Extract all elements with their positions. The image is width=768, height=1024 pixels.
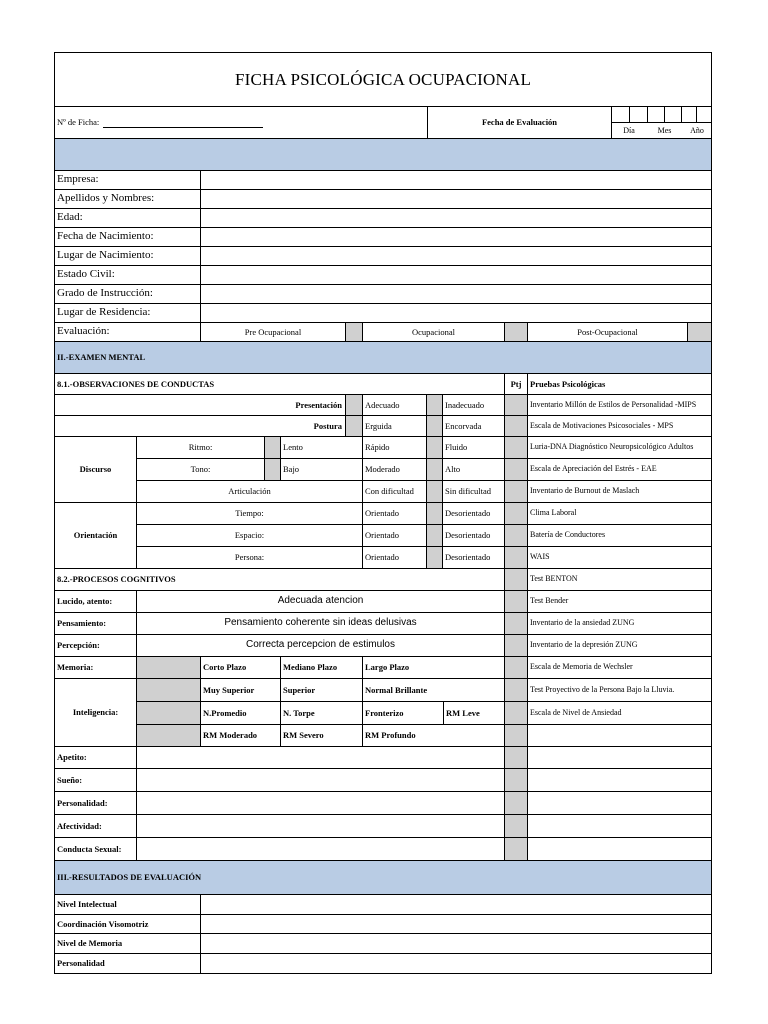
post-ocupacional-checkbox[interactable]: [687, 322, 712, 342]
personalidad-field[interactable]: [136, 791, 505, 815]
ptj-presentacion[interactable]: [504, 394, 528, 416]
rapido-checkbox[interactable]: [426, 436, 443, 459]
section-2-header: II.-EXAMEN MENTAL: [54, 341, 712, 374]
nivel-memoria-field[interactable]: [200, 933, 712, 954]
n-torpe-option[interactable]: N. Torpe: [280, 701, 363, 725]
fecha-nacimiento-label: Fecha de Nacimiento:: [54, 227, 201, 247]
ptj-header: Ptj: [504, 373, 528, 395]
percepcion-label: Percepción:: [54, 634, 137, 657]
mediano-plazo-option[interactable]: Mediano Plazo: [280, 656, 363, 679]
inteligencia-gray-1[interactable]: [136, 678, 201, 702]
moderado-checkbox[interactable]: [426, 458, 443, 481]
prueba-6: Clima Laboral: [527, 502, 712, 525]
sueno-field[interactable]: [136, 768, 505, 792]
rm-severo-option[interactable]: RM Severo: [280, 724, 363, 747]
ptj-apetito[interactable]: [504, 746, 528, 769]
form-title: FICHA PSICOLÓGICA OCUPACIONAL: [54, 52, 712, 107]
ocupacional-checkbox[interactable]: [504, 322, 528, 342]
personalidad-result-field[interactable]: [200, 953, 712, 974]
ptj-inteligencia-1[interactable]: [504, 678, 528, 702]
prueba-1: Inventario Millón de Estilos de Personalidad -MIPS: [527, 394, 712, 416]
lucido-value[interactable]: Adecuada atencion: [136, 590, 505, 613]
prueba-4: Escala de Apreciación del Estrés - EAE: [527, 458, 712, 481]
afectividad-label: Afectividad:: [54, 814, 137, 838]
prueba-empty-6[interactable]: [527, 837, 712, 861]
prueba-empty-5[interactable]: [527, 814, 712, 838]
empresa-label: Empresa:: [54, 170, 201, 190]
anio-label: Año: [690, 125, 704, 135]
prueba-13: Escala de Memoria de Wechsler: [527, 656, 712, 679]
pre-ocupacional-checkbox[interactable]: [345, 322, 363, 342]
ptj-ritmo[interactable]: [504, 436, 528, 459]
superior-option[interactable]: Superior: [280, 678, 363, 702]
presentacion-label: Presentación: [54, 394, 346, 416]
prueba-7: Batería de Conductores: [527, 524, 712, 547]
edad-label: Edad:: [54, 208, 201, 228]
ptj-conducta-sexual[interactable]: [504, 837, 528, 861]
lugar-nacimiento-field[interactable]: [200, 246, 712, 266]
moderado-option[interactable]: Moderado: [362, 458, 427, 481]
evaluacion-label: Evaluación:: [54, 322, 201, 342]
memoria-label: Memoria:: [54, 656, 137, 679]
ptj-espacio[interactable]: [504, 524, 528, 547]
persona-label: Persona:: [136, 546, 363, 569]
prueba-12: Inventario de la depresión ZUNG: [527, 634, 712, 657]
prueba-3: Luria-DNA Diagnóstico Neuropsicológico Adultos: [527, 436, 712, 459]
inteligencia-label: Inteligencia:: [54, 678, 137, 747]
grado-instruccion-label: Grado de Instrucción:: [54, 284, 201, 304]
rm-leve-option[interactable]: RM Leve: [443, 701, 505, 725]
orientacion-label: Orientación: [54, 502, 137, 569]
nivel-memoria-label: Nivel de Memoria: [54, 933, 201, 954]
lugar-residencia-field[interactable]: [200, 303, 712, 323]
percepcion-value[interactable]: Correcta percepcion de estimulos: [136, 634, 505, 657]
inteligencia-gray-3[interactable]: [136, 724, 201, 747]
psychological-form: [54, 52, 712, 974]
edad-field[interactable]: [200, 208, 712, 228]
ritmo-label: Ritmo:: [136, 436, 265, 459]
ptj-lucido[interactable]: [504, 590, 528, 613]
ptj-pensamiento[interactable]: [504, 612, 528, 635]
grado-instruccion-field[interactable]: [200, 284, 712, 304]
fronterizo-option[interactable]: Fronterizo: [362, 701, 444, 725]
section-1-band: [54, 138, 712, 171]
rm-moderado-option[interactable]: RM Moderado: [200, 724, 281, 747]
ptj-tono[interactable]: [504, 458, 528, 481]
sin-dificultad-option[interactable]: Sin dificultad: [442, 480, 505, 503]
normal-brillante-option[interactable]: Normal Brillante: [362, 678, 505, 702]
persona-desorientado[interactable]: Desorientado: [442, 546, 505, 569]
adecuado-checkbox[interactable]: [426, 394, 443, 416]
erguida-option[interactable]: Erguida: [362, 415, 427, 437]
discurso-label: Discurso: [54, 436, 137, 503]
rm-profundo-option[interactable]: RM Profundo: [362, 724, 505, 747]
ficha-label: Nº de Ficha:: [57, 117, 100, 128]
tiempo-orientado[interactable]: Orientado: [362, 502, 427, 525]
coordinacion-field[interactable]: [200, 914, 712, 934]
con-dificultad-option[interactable]: Con dificultad: [362, 480, 427, 503]
prueba-11: Inventario de la ansiedad ZUNG: [527, 612, 712, 635]
inadecuado-option[interactable]: Inadecuado: [442, 394, 505, 416]
afectividad-field[interactable]: [136, 814, 505, 838]
tiempo-desorientado[interactable]: Desorientado: [442, 502, 505, 525]
espacio-orientado[interactable]: Orientado: [362, 524, 427, 547]
lugar-residencia-label: Lugar de Residencia:: [54, 303, 201, 323]
prueba-8: WAIS: [527, 546, 712, 569]
conducta-sexual-label: Conducta Sexual:: [54, 837, 137, 861]
postura-label: Postura: [54, 415, 346, 437]
prueba-empty-3[interactable]: [527, 768, 712, 792]
prueba-empty-4[interactable]: [527, 791, 712, 815]
month-box-2[interactable]: [664, 106, 682, 123]
ptj-tiempo[interactable]: [504, 502, 528, 525]
post-ocupacional-label: Post-Ocupacional: [527, 322, 688, 342]
prueba-empty-1[interactable]: [527, 724, 712, 747]
ptj-persona[interactable]: [504, 546, 528, 569]
ptj-inteligencia-2[interactable]: [504, 701, 528, 725]
prueba-14: Test Proyectivo de la Persona Bajo la Lluvia.: [527, 678, 712, 702]
fluido-option[interactable]: Fluido: [442, 436, 505, 459]
mes-label: Mes: [657, 125, 672, 135]
month-box-1[interactable]: [647, 106, 665, 123]
dia-label: Día: [623, 125, 635, 135]
apetito-field[interactable]: [136, 746, 505, 769]
espacio-label: Espacio:: [136, 524, 363, 547]
ficha-underline: [103, 118, 263, 128]
procesos-title: 8.2.-PROCESOS COGNITIVOS: [54, 568, 505, 591]
ptj-procesos[interactable]: [504, 568, 528, 591]
year-box-2[interactable]: [696, 106, 712, 123]
ficha-number-field[interactable]: [54, 106, 428, 139]
apetito-label: Apetito:: [54, 746, 137, 769]
lento-option[interactable]: Lento: [280, 436, 363, 459]
conducta-sexual-field[interactable]: [136, 837, 505, 861]
muy-superior-option[interactable]: Muy Superior: [200, 678, 281, 702]
section-3-header: III.-RESULTADOS DE EVALUACIÓN: [54, 860, 712, 895]
corto-plazo-option[interactable]: Corto Plazo: [200, 656, 281, 679]
rapido-option[interactable]: Rápido: [362, 436, 427, 459]
persona-orientado[interactable]: Orientado: [362, 546, 427, 569]
largo-plazo-option[interactable]: Largo Plazo: [362, 656, 505, 679]
memoria-gray-cell[interactable]: [136, 656, 201, 679]
prueba-empty-2[interactable]: [527, 746, 712, 769]
day-box-2[interactable]: [629, 106, 648, 123]
year-box-1[interactable]: [681, 106, 697, 123]
nivel-intelectual-field[interactable]: [200, 894, 712, 915]
fecha-nacimiento-field[interactable]: [200, 227, 712, 247]
tiempo-label: Tiempo:: [136, 502, 363, 525]
pensamiento-label: Pensamiento:: [54, 612, 137, 635]
pre-ocupacional-label: Pre Ocupacional: [200, 322, 346, 342]
n-promedio-option[interactable]: N.Promedio: [200, 701, 281, 725]
bajo-option[interactable]: Bajo: [280, 458, 363, 481]
estado-civil-label: Estado Civil:: [54, 265, 201, 285]
postura-checkbox[interactable]: [345, 415, 363, 437]
empresa-field[interactable]: [200, 170, 712, 190]
day-box-1[interactable]: [611, 106, 630, 123]
prueba-5: Inventario de Burnout de Maslach: [527, 480, 712, 503]
espacio-desorientado[interactable]: Desorientado: [442, 524, 505, 547]
ptj-personalidad[interactable]: [504, 791, 528, 815]
pruebas-header: Pruebas Psicológicas: [527, 373, 712, 395]
personalidad-label: Personalidad:: [54, 791, 137, 815]
sueno-label: Sueño:: [54, 768, 137, 792]
ptj-memoria[interactable]: [504, 656, 528, 679]
fecha-evaluacion-label: Fecha de Evaluación: [427, 106, 612, 139]
tiempo-checkbox[interactable]: [426, 502, 443, 525]
apellidos-field[interactable]: [200, 189, 712, 209]
encorvada-option[interactable]: Encorvada: [442, 415, 505, 437]
prueba-10: Test Bender: [527, 590, 712, 613]
prueba-9: Test BENTON: [527, 568, 712, 591]
alto-option[interactable]: Alto: [442, 458, 505, 481]
ptj-inteligencia-3[interactable]: [504, 724, 528, 747]
personalidad-result-label: Personalidad: [54, 953, 201, 974]
ptj-postura[interactable]: [504, 415, 528, 437]
lucido-label: Lucido, atento:: [54, 590, 137, 613]
prueba-2: Escala de Motivaciones Psicosociales - MPS: [527, 415, 712, 437]
persona-checkbox[interactable]: [426, 546, 443, 569]
ptj-articulacion[interactable]: [504, 480, 528, 503]
pensamiento-value[interactable]: Pensamiento coherente sin ideas delusivas: [136, 612, 505, 635]
con-dificultad-checkbox[interactable]: [426, 480, 443, 503]
observaciones-title: 8.1.-OBSERVACIONES DE CONDUCTAS: [54, 373, 505, 395]
ptj-afectividad[interactable]: [504, 814, 528, 838]
erguida-checkbox[interactable]: [426, 415, 443, 437]
presentacion-checkbox[interactable]: [345, 394, 363, 416]
lugar-nacimiento-label: Lugar de Nacimiento:: [54, 246, 201, 266]
ocupacional-label: Ocupacional: [362, 322, 505, 342]
apellidos-label: Apellidos y Nombres:: [54, 189, 201, 209]
articulacion-label: Articulación: [136, 480, 363, 503]
espacio-checkbox[interactable]: [426, 524, 443, 547]
prueba-15: Escala de Nivel de Ansiedad: [527, 701, 712, 725]
tono-checkbox[interactable]: [264, 458, 281, 481]
tono-label: Tono:: [136, 458, 265, 481]
inteligencia-gray-2[interactable]: [136, 701, 201, 725]
coordinacion-label: Coordinación Visomotriz: [54, 914, 201, 934]
ptj-sueno[interactable]: [504, 768, 528, 792]
nivel-intelectual-label: Nivel Intelectual: [54, 894, 201, 915]
estado-civil-field[interactable]: [200, 265, 712, 285]
adecuado-option[interactable]: Adecuado: [362, 394, 427, 416]
ptj-percepcion[interactable]: [504, 634, 528, 657]
ritmo-checkbox[interactable]: [264, 436, 281, 459]
